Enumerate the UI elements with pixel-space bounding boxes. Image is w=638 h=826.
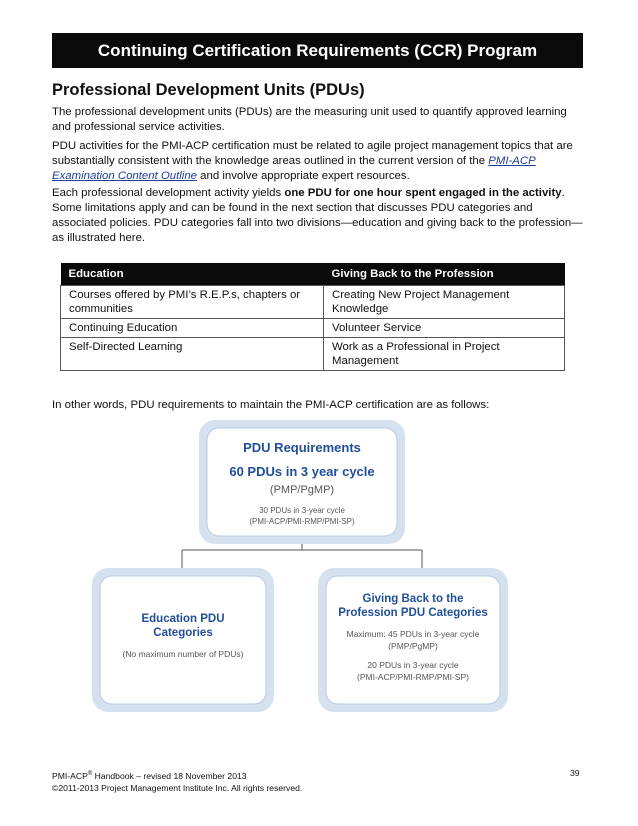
footer-revision: Handbook – revised 18 November 2013 <box>92 770 247 781</box>
pdu-yield-paragraph <box>52 186 587 246</box>
left-box-title2: Categories <box>153 627 213 639</box>
requirements-paragraph: In other words, PDU requirements to maintain the PMI-ACP certification are as follows: <box>52 399 490 411</box>
pdu-requirements-diagram <box>92 420 512 720</box>
activity-tail: and involve appropriate expert resources. <box>197 170 410 182</box>
footer-product: PMI-ACP <box>52 770 88 781</box>
footer-reg-mark: ® <box>87 771 93 777</box>
table-cell: Self-Directed Learning <box>61 338 324 371</box>
content-outline-link[interactable]: PMI-ACP Examination Content Outline <box>52 155 536 182</box>
header-giving-back: Giving Back to the Profession <box>324 263 565 286</box>
right-box-note4: (PMI-ACP/PMI-RMP/PMI-SP) <box>357 672 469 682</box>
activity-text: PDU activities for the PMI-ACP certification must be related to agile project management topics that are substantially consistent with the knowledge areas outlined in the current version of the <box>52 140 573 167</box>
top-box-note2: (PMI-ACP/PMI-RMP/PMI-SP) <box>249 517 355 526</box>
top-box-title: PDU Requirements <box>243 440 361 455</box>
table-row <box>61 286 565 319</box>
right-box-title1: Giving Back to the <box>362 593 464 605</box>
yield-tail: . Some limitations apply and can be found in the next section that discusses PDU categories and associated policies. PDU categories fall into two divisions—education and giving back to the profession—as illustrated here. <box>52 187 583 244</box>
left-box <box>100 576 266 704</box>
yield-lead: Each professional development activity yields <box>52 187 285 199</box>
right-box-title2: Profession PDU Categories <box>338 607 488 619</box>
intro-paragraph: The professional development units (PDUs) are the measuring unit used to quantify approved learning and professional service activities. <box>52 106 567 133</box>
top-box-sub: (PMP/PgMP) <box>269 484 335 496</box>
pdu-category-table <box>60 263 565 371</box>
page-number: 39 <box>570 768 580 778</box>
table-header-row <box>61 263 565 286</box>
left-box-title1: Education PDU <box>141 613 225 625</box>
header-education: Education <box>61 263 324 286</box>
footer-copyright: ©2011-2013 Project Management Institute Inc. All rights reserved. <box>52 782 303 793</box>
right-box-note2: (PMP/PgMP) <box>388 641 438 651</box>
left-box-note: (No maximum number of PDUs) <box>122 649 244 659</box>
table-row <box>61 319 565 338</box>
table-row <box>61 338 565 371</box>
section-title: Professional Development Units (PDUs) <box>52 81 365 99</box>
table-cell: Courses offered by PMI’s R.E.P.s, chapters or communities <box>61 286 324 319</box>
top-box-main: 60 PDUs in 3 year cycle <box>229 464 375 479</box>
table-cell: Creating New Project Management Knowledge <box>324 286 565 319</box>
footer-line1 <box>52 768 302 782</box>
activity-paragraph <box>52 139 587 184</box>
page-banner: Continuing Certification Requirements (CCR) Program <box>52 33 583 68</box>
page-footer <box>52 768 302 794</box>
table-cell: Work as a Professional in Project Management <box>324 338 565 371</box>
top-box-note1: 30 PDUs in 3-year cycle <box>259 506 345 515</box>
right-box-note3: 20 PDUs in 3-year cycle <box>367 660 459 670</box>
yield-bold: one PDU for one hour spent engaged in the activity <box>284 187 562 199</box>
table-cell: Continuing Education <box>61 319 324 338</box>
right-box-note1: Maximum: 45 PDUs in 3-year cycle <box>346 629 480 639</box>
table-cell: Volunteer Service <box>324 319 565 338</box>
